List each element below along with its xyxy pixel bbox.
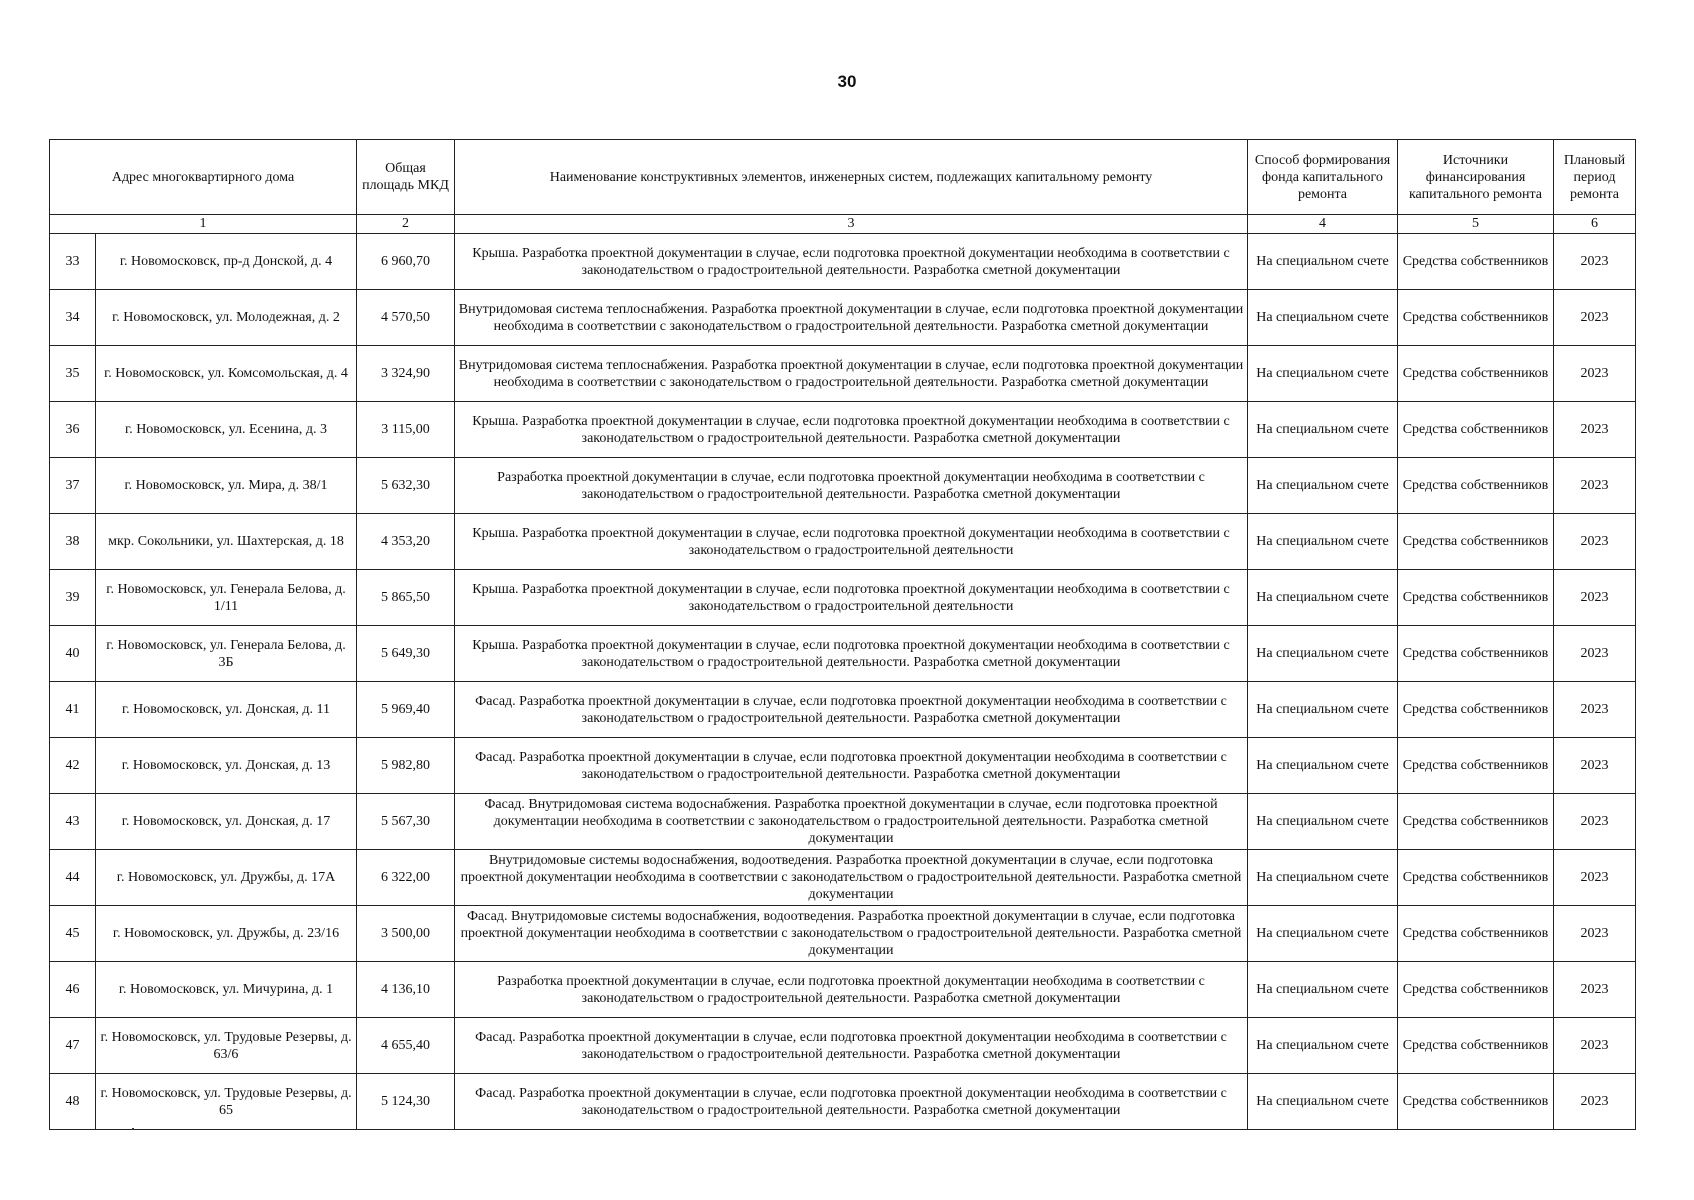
table-row — [50, 290, 1636, 346]
table-row — [50, 906, 1636, 962]
period-cell: 2023 — [1554, 458, 1636, 514]
source-cell: Средства собственников — [1398, 682, 1554, 738]
method-cell: На специальном счете — [1248, 738, 1398, 794]
row-number: 47 — [50, 1018, 96, 1074]
source-cell: Средства собственников — [1398, 626, 1554, 682]
header-sources: Источники финансирования капитального ремонта — [1398, 140, 1554, 215]
address-cell: г. Новомосковск, ул. Генерала Белова, д. 3Б — [96, 626, 357, 682]
description-cell: Крыша. Разработка проектной документации в случае, если подготовка проектной документации необходима в соответствии с законодательством о градостроительной деятельности. Разработка сметной документации — [455, 402, 1248, 458]
table-row — [50, 402, 1636, 458]
address-cell: г. Новомосковск, ул. Дружбы, д. 23/16 — [96, 906, 357, 962]
source-cell: Средства собственников — [1398, 1018, 1554, 1074]
table-row — [50, 850, 1636, 906]
header-elements: Наименование конструктивных элементов, инженерных систем, подлежащих капитальному ремонту — [455, 140, 1248, 215]
method-cell: На специальном счете — [1248, 514, 1398, 570]
row-number: 41 — [50, 682, 96, 738]
address-cell: г. Новомосковск, ул. Мира, д. 38/1 — [96, 458, 357, 514]
period-cell: 2023 — [1554, 402, 1636, 458]
source-cell: Средства собственников — [1398, 234, 1554, 290]
address-cell: мкр. Сокольники, ул. Шахтерская, д. 18 — [96, 514, 357, 570]
method-cell: На специальном счете — [1248, 682, 1398, 738]
source-cell: Средства собственников — [1398, 514, 1554, 570]
header-method: Способ формирования фонда капитального ремонта — [1248, 140, 1398, 215]
address-cell: г. Новомосковск, ул. Трудовые Резервы, д. 63/6 — [96, 1018, 357, 1074]
address-cell: г. Новомосковск, ул. Трудовые Резервы, д. 65 — [96, 1074, 357, 1130]
header-period: Плановый период ремонта — [1554, 140, 1636, 215]
row-number: 36 — [50, 402, 96, 458]
period-cell: 2023 — [1554, 346, 1636, 402]
row-number: 48 — [50, 1074, 96, 1130]
method-cell: На специальном счете — [1248, 850, 1398, 906]
column-number: 6 — [1554, 215, 1636, 234]
period-cell: 2023 — [1554, 234, 1636, 290]
row-number: 42 — [50, 738, 96, 794]
table-row — [50, 234, 1636, 290]
description-cell: Фасад. Разработка проектной документации в случае, если подготовка проектной документации необходима в соответствии с законодательством о градостроительной деятельности. Разработка сметной документации — [455, 1074, 1248, 1130]
area-cell: 4 353,20 — [357, 514, 455, 570]
description-cell: Фасад. Разработка проектной документации в случае, если подготовка проектной документации необходима в соответствии с законодательством о градостроительной деятельности. Разработка сметной документации — [455, 682, 1248, 738]
source-cell: Средства собственников — [1398, 850, 1554, 906]
method-cell: На специальном счете — [1248, 1018, 1398, 1074]
address-cell: г. Новомосковск, ул. Мичурина, д. 1 — [96, 962, 357, 1018]
description-cell: Крыша. Разработка проектной документации в случае, если подготовка проектной документации необходима в соответствии с законодательством о градостроительной деятельности. Разработка сметной документации — [455, 234, 1248, 290]
page-number: 30 — [837, 72, 857, 91]
description-cell: Разработка проектной документации в случае, если подготовка проектной документации необходима в соответствии с законодательством о градостроительной деятельности. Разработка сметной документации — [455, 458, 1248, 514]
area-cell: 4 136,10 — [357, 962, 455, 1018]
description-cell: Фасад. Разработка проектной документации в случае, если подготовка проектной документации необходима в соответствии с законодательством о градостроительной деятельности. Разработка сметной документации — [455, 738, 1248, 794]
source-cell: Средства собственников — [1398, 906, 1554, 962]
period-cell: 2023 — [1554, 850, 1636, 906]
period-cell: 2023 — [1554, 794, 1636, 850]
area-cell: 4 570,50 — [357, 290, 455, 346]
period-cell: 2023 — [1554, 682, 1636, 738]
table-row — [50, 1074, 1636, 1130]
column-number: 2 — [357, 215, 455, 234]
column-number: 3 — [455, 215, 1248, 234]
address-cell: г. Новомосковск, ул. Генерала Белова, д. 1/11 — [96, 570, 357, 626]
area-cell: 6 960,70 — [357, 234, 455, 290]
address-cell: г. Новомосковск, пр-д Донской, д. 4 — [96, 234, 357, 290]
method-cell: На специальном счете — [1248, 234, 1398, 290]
method-cell: На специальном счете — [1248, 346, 1398, 402]
row-number: 43 — [50, 794, 96, 850]
area-cell: 6 322,00 — [357, 850, 455, 906]
row-number: 35 — [50, 346, 96, 402]
table-row — [50, 514, 1636, 570]
description-cell: Разработка проектной документации в случае, если подготовка проектной документации необходима в соответствии с законодательством о градостроительной деятельности. Разработка сметной документации — [455, 962, 1248, 1018]
row-number: 37 — [50, 458, 96, 514]
method-cell: На специальном счете — [1248, 1074, 1398, 1130]
description-cell: Крыша. Разработка проектной документации в случае, если подготовка проектной документации необходима в соответствии с законодательством о градостроительной деятельности. Разработка сметной документации — [455, 626, 1248, 682]
row-number: 45 — [50, 906, 96, 962]
table-row — [50, 570, 1636, 626]
period-cell: 2023 — [1554, 626, 1636, 682]
method-cell: На специальном счете — [1248, 402, 1398, 458]
source-cell: Средства собственников — [1398, 738, 1554, 794]
period-cell: 2023 — [1554, 514, 1636, 570]
source-cell: Средства собственников — [1398, 570, 1554, 626]
row-number: 40 — [50, 626, 96, 682]
description-cell: Фасад. Внутридомовые системы водоснабжения, водоотведения. Разработка проектной документации в случае, если подготовка проектной документации необходима в соответствии с законодательством о градостроительной деятельности. Разработка сметной документации — [455, 906, 1248, 962]
column-number: 5 — [1398, 215, 1554, 234]
method-cell: На специальном счете — [1248, 570, 1398, 626]
address-cell: г. Новомосковск, ул. Молодежная, д. 2 — [96, 290, 357, 346]
source-cell: Средства собственников — [1398, 346, 1554, 402]
table-row — [50, 682, 1636, 738]
area-cell: 5 124,30 — [357, 1074, 455, 1130]
row-number: 46 — [50, 962, 96, 1018]
table-row — [50, 794, 1636, 850]
address-cell: г. Новомосковск, ул. Дружбы, д. 17А — [96, 850, 357, 906]
source-cell: Средства собственников — [1398, 402, 1554, 458]
period-cell: 2023 — [1554, 962, 1636, 1018]
method-cell: На специальном счете — [1248, 906, 1398, 962]
source-cell: Средства собственников — [1398, 794, 1554, 850]
area-cell: 5 982,80 — [357, 738, 455, 794]
row-number: 33 — [50, 234, 96, 290]
area-cell: 5 969,40 — [357, 682, 455, 738]
table-row — [50, 626, 1636, 682]
table-header-row — [50, 140, 1636, 215]
description-cell: Крыша. Разработка проектной документации в случае, если подготовка проектной документации необходима в соответствии с законодательством о градостроительной деятельности — [455, 514, 1248, 570]
scan-speck — [132, 1128, 134, 1130]
description-cell: Внутридомовые системы водоснабжения, водоотведения. Разработка проектной документации в случае, если подготовка проектной документации необходима в соответствии с законодательством о градостроительной деятельности. Разработка сметной документации — [455, 850, 1248, 906]
period-cell: 2023 — [1554, 906, 1636, 962]
description-cell: Фасад. Разработка проектной документации в случае, если подготовка проектной документации необходима в соответствии с законодательством о градостроительной деятельности. Разработка сметной документации — [455, 1018, 1248, 1074]
address-cell: г. Новомосковск, ул. Донская, д. 11 — [96, 682, 357, 738]
method-cell: На специальном счете — [1248, 626, 1398, 682]
source-cell: Средства собственников — [1398, 1074, 1554, 1130]
table-row — [50, 1018, 1636, 1074]
table-row — [50, 346, 1636, 402]
method-cell: На специальном счете — [1248, 794, 1398, 850]
period-cell: 2023 — [1554, 1074, 1636, 1130]
row-number: 39 — [50, 570, 96, 626]
area-cell: 5 632,30 — [357, 458, 455, 514]
area-cell: 5 649,30 — [357, 626, 455, 682]
description-cell: Фасад. Внутридомовая система водоснабжения. Разработка проектной документации в случае, если подготовка проектной документации необходима в соответствии с законодательством о градостроительной деятельности. Разработка сметной документации — [455, 794, 1248, 850]
description-cell: Внутридомовая система теплоснабжения. Разработка проектной документации в случае, если подготовка проектной документации необходима в соответствии с законодательством о градостроительной деятельности. Разработка сметной документации — [455, 346, 1248, 402]
address-cell: г. Новомосковск, ул. Донская, д. 17 — [96, 794, 357, 850]
address-cell: г. Новомосковск, ул. Есенина, д. 3 — [96, 402, 357, 458]
period-cell: 2023 — [1554, 570, 1636, 626]
table-row — [50, 738, 1636, 794]
description-cell: Внутридомовая система теплоснабжения. Разработка проектной документации в случае, если подготовка проектной документации необходима в соответствии с законодательством о градостроительной деятельности. Разработка сметной документации — [455, 290, 1248, 346]
column-number-row — [50, 215, 1636, 234]
column-number: 4 — [1248, 215, 1398, 234]
area-cell: 3 115,00 — [357, 402, 455, 458]
source-cell: Средства собственников — [1398, 290, 1554, 346]
area-cell: 3 324,90 — [357, 346, 455, 402]
source-cell: Средства собственников — [1398, 458, 1554, 514]
table-row — [50, 458, 1636, 514]
row-number: 34 — [50, 290, 96, 346]
row-number: 44 — [50, 850, 96, 906]
method-cell: На специальном счете — [1248, 962, 1398, 1018]
address-cell: г. Новомосковск, ул. Донская, д. 13 — [96, 738, 357, 794]
source-cell: Средства собственников — [1398, 962, 1554, 1018]
row-number: 38 — [50, 514, 96, 570]
area-cell: 3 500,00 — [357, 906, 455, 962]
method-cell: На специальном счете — [1248, 458, 1398, 514]
header-area: Общая площадь МКД — [357, 140, 455, 215]
period-cell: 2023 — [1554, 1018, 1636, 1074]
area-cell: 5 865,50 — [357, 570, 455, 626]
period-cell: 2023 — [1554, 290, 1636, 346]
description-cell: Крыша. Разработка проектной документации в случае, если подготовка проектной документации необходима в соответствии с законодательством о градостроительной деятельности — [455, 570, 1248, 626]
header-address: Адрес многоквартирного дома — [50, 140, 357, 215]
period-cell: 2023 — [1554, 738, 1636, 794]
area-cell: 5 567,30 — [357, 794, 455, 850]
area-cell: 4 655,40 — [357, 1018, 455, 1074]
address-cell: г. Новомосковск, ул. Комсомольская, д. 4 — [96, 346, 357, 402]
capital-repair-table — [49, 139, 1636, 1130]
table-row — [50, 962, 1636, 1018]
method-cell: На специальном счете — [1248, 290, 1398, 346]
column-number: 1 — [50, 215, 357, 234]
